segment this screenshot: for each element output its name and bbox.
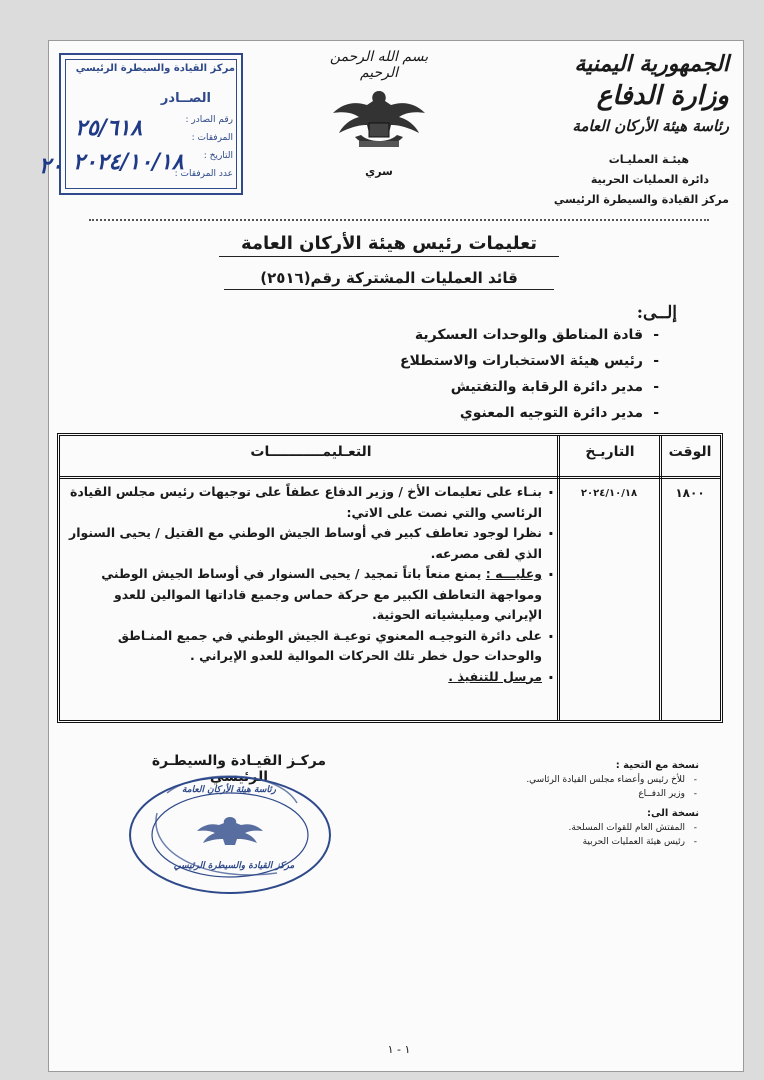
outgoing-stamp [39,53,243,195]
instruction-paragraph [64,667,554,688]
cell-date: ٢٠٢٤/١٠/١٨ [580,488,638,499]
header-instructions: التعـليمـــــــــــات [250,444,372,460]
stamp-outgoing-label: الصــادر [160,91,211,106]
recipient-item: قادة المناطق والوحدات العسكرية - [415,327,643,343]
column-divider [557,436,560,720]
command-center-name: مركز القيادة والسيطرة الرئيسي [553,193,729,206]
page-number: ١ - ١ [387,1043,411,1056]
signature-title: مركـز القيـادة والسيطـرة الرئيسي [151,753,327,785]
war-operations-department: دائرة العمليات الحربية [590,173,709,186]
stamp-date-label: التاريخ : [203,151,233,161]
stamp-title: مركز القيادة والسيطرة الرئيسي [75,63,235,74]
copy-with-greeting [439,759,699,801]
to-label: إلــى: [636,303,677,323]
cc-item: المفتش العام للقوات المسلحة. - [439,821,699,835]
wa-alayh-label: وعليـــه : [485,566,542,581]
basmala: بسم الله الرحمن الرحيم [329,49,429,81]
column-divider [659,436,662,720]
classification-label: سري [365,165,393,178]
stamp-attach-label: المرفقات : [191,133,233,143]
instruction-text: يمنع منعاً باتاً تمجيد / يحيى السنوار في أوساط الجيش الوطني ومواجهة التعاطف الكبير مع حركة حماس وجميع قاداتها الموالين للعدو الإيراني وميليشياته الحوثية. [101,566,542,622]
instruction-paragraph: . بنـاء على تعليمات الأخ / وزير الدفاع عطفاً على توجيهات رئيس مجلس القيادة الرئاسي والتي نصت على الاتي: [64,482,554,523]
instruction-paragraph [64,564,554,626]
general-staff-name: رئاسة هيئة الأركان العامة [572,117,729,135]
eagle-emblem-icon [329,83,429,153]
header-time: الوقت [668,444,712,460]
ministry-name: وزارة الدفاع [596,81,729,111]
instruction-paragraph: . على دائرة التوجيـه المعنوي توعيـة الجيش الوطني في جميع المنـاطق والوحدات حول خطر تلك الحركات الموالية للعدو الإيراني . [64,626,554,667]
cc-heading: نسخة الى: [647,808,699,819]
operations-authority: هيئـة العمليـات [608,153,689,166]
cc-heading: نسخة مع التحية : [615,760,699,771]
cc-item: للأخ رئيس وأعضاء مجلس القيادة الرئاسي. - [439,773,699,787]
dispatch-note: مرسل للتنفيذ . [448,668,542,684]
instruction-paragraph: . نظرا لوجود تعاطف كبير في أوساط الجيش الوطني مع القتيل / يحيى السنوار الذي لقى مصرعه. [64,523,554,564]
recipient-item: مدير دائرة التوجيه المعنوي - [460,405,643,421]
copy-to [439,807,699,849]
seal-text-bottom: مركز القيادة والسيطرة الرئيسي [173,861,295,871]
handwritten-date: ٢٠٢٤/١٠/١٨ [73,149,184,175]
seal-text-top: رئاسة هيئة الأركان العامة [182,785,276,795]
republic-name: الجمهورية اليمنية [574,51,729,77]
document-page [39,40,744,1072]
handwritten-ref-number: ٢٥/٦١٨ [75,115,143,141]
recipient-item: مدير دائرة الرقابة والتفتيش - [451,379,643,395]
cc-item: رئيس هيئة العمليات الحربية - [439,835,699,849]
recipient-item: رئيس هيئة الاستخبارات والاستطلاع - [400,353,643,369]
handwritten-margin-note: ٢٠ [39,153,63,179]
stamp-ref-label: رقم الصادر : [185,115,233,125]
header-date: التاريـخ [585,444,635,460]
cell-instructions [64,482,554,687]
cc-item: وزير الدفــاع - [439,787,699,801]
document-title: تعليمات رئيس هيئة الأركان العامة [219,233,559,257]
stamp-attachments-count-label: عدد المرفقات : [174,169,233,179]
cell-time: ١٨٠٠ [675,486,705,500]
header-divider [89,219,709,221]
instructions-table [57,433,723,723]
document-subtitle: قائد العمليات المشتركة رقم(٢٥١٦) [224,269,554,290]
